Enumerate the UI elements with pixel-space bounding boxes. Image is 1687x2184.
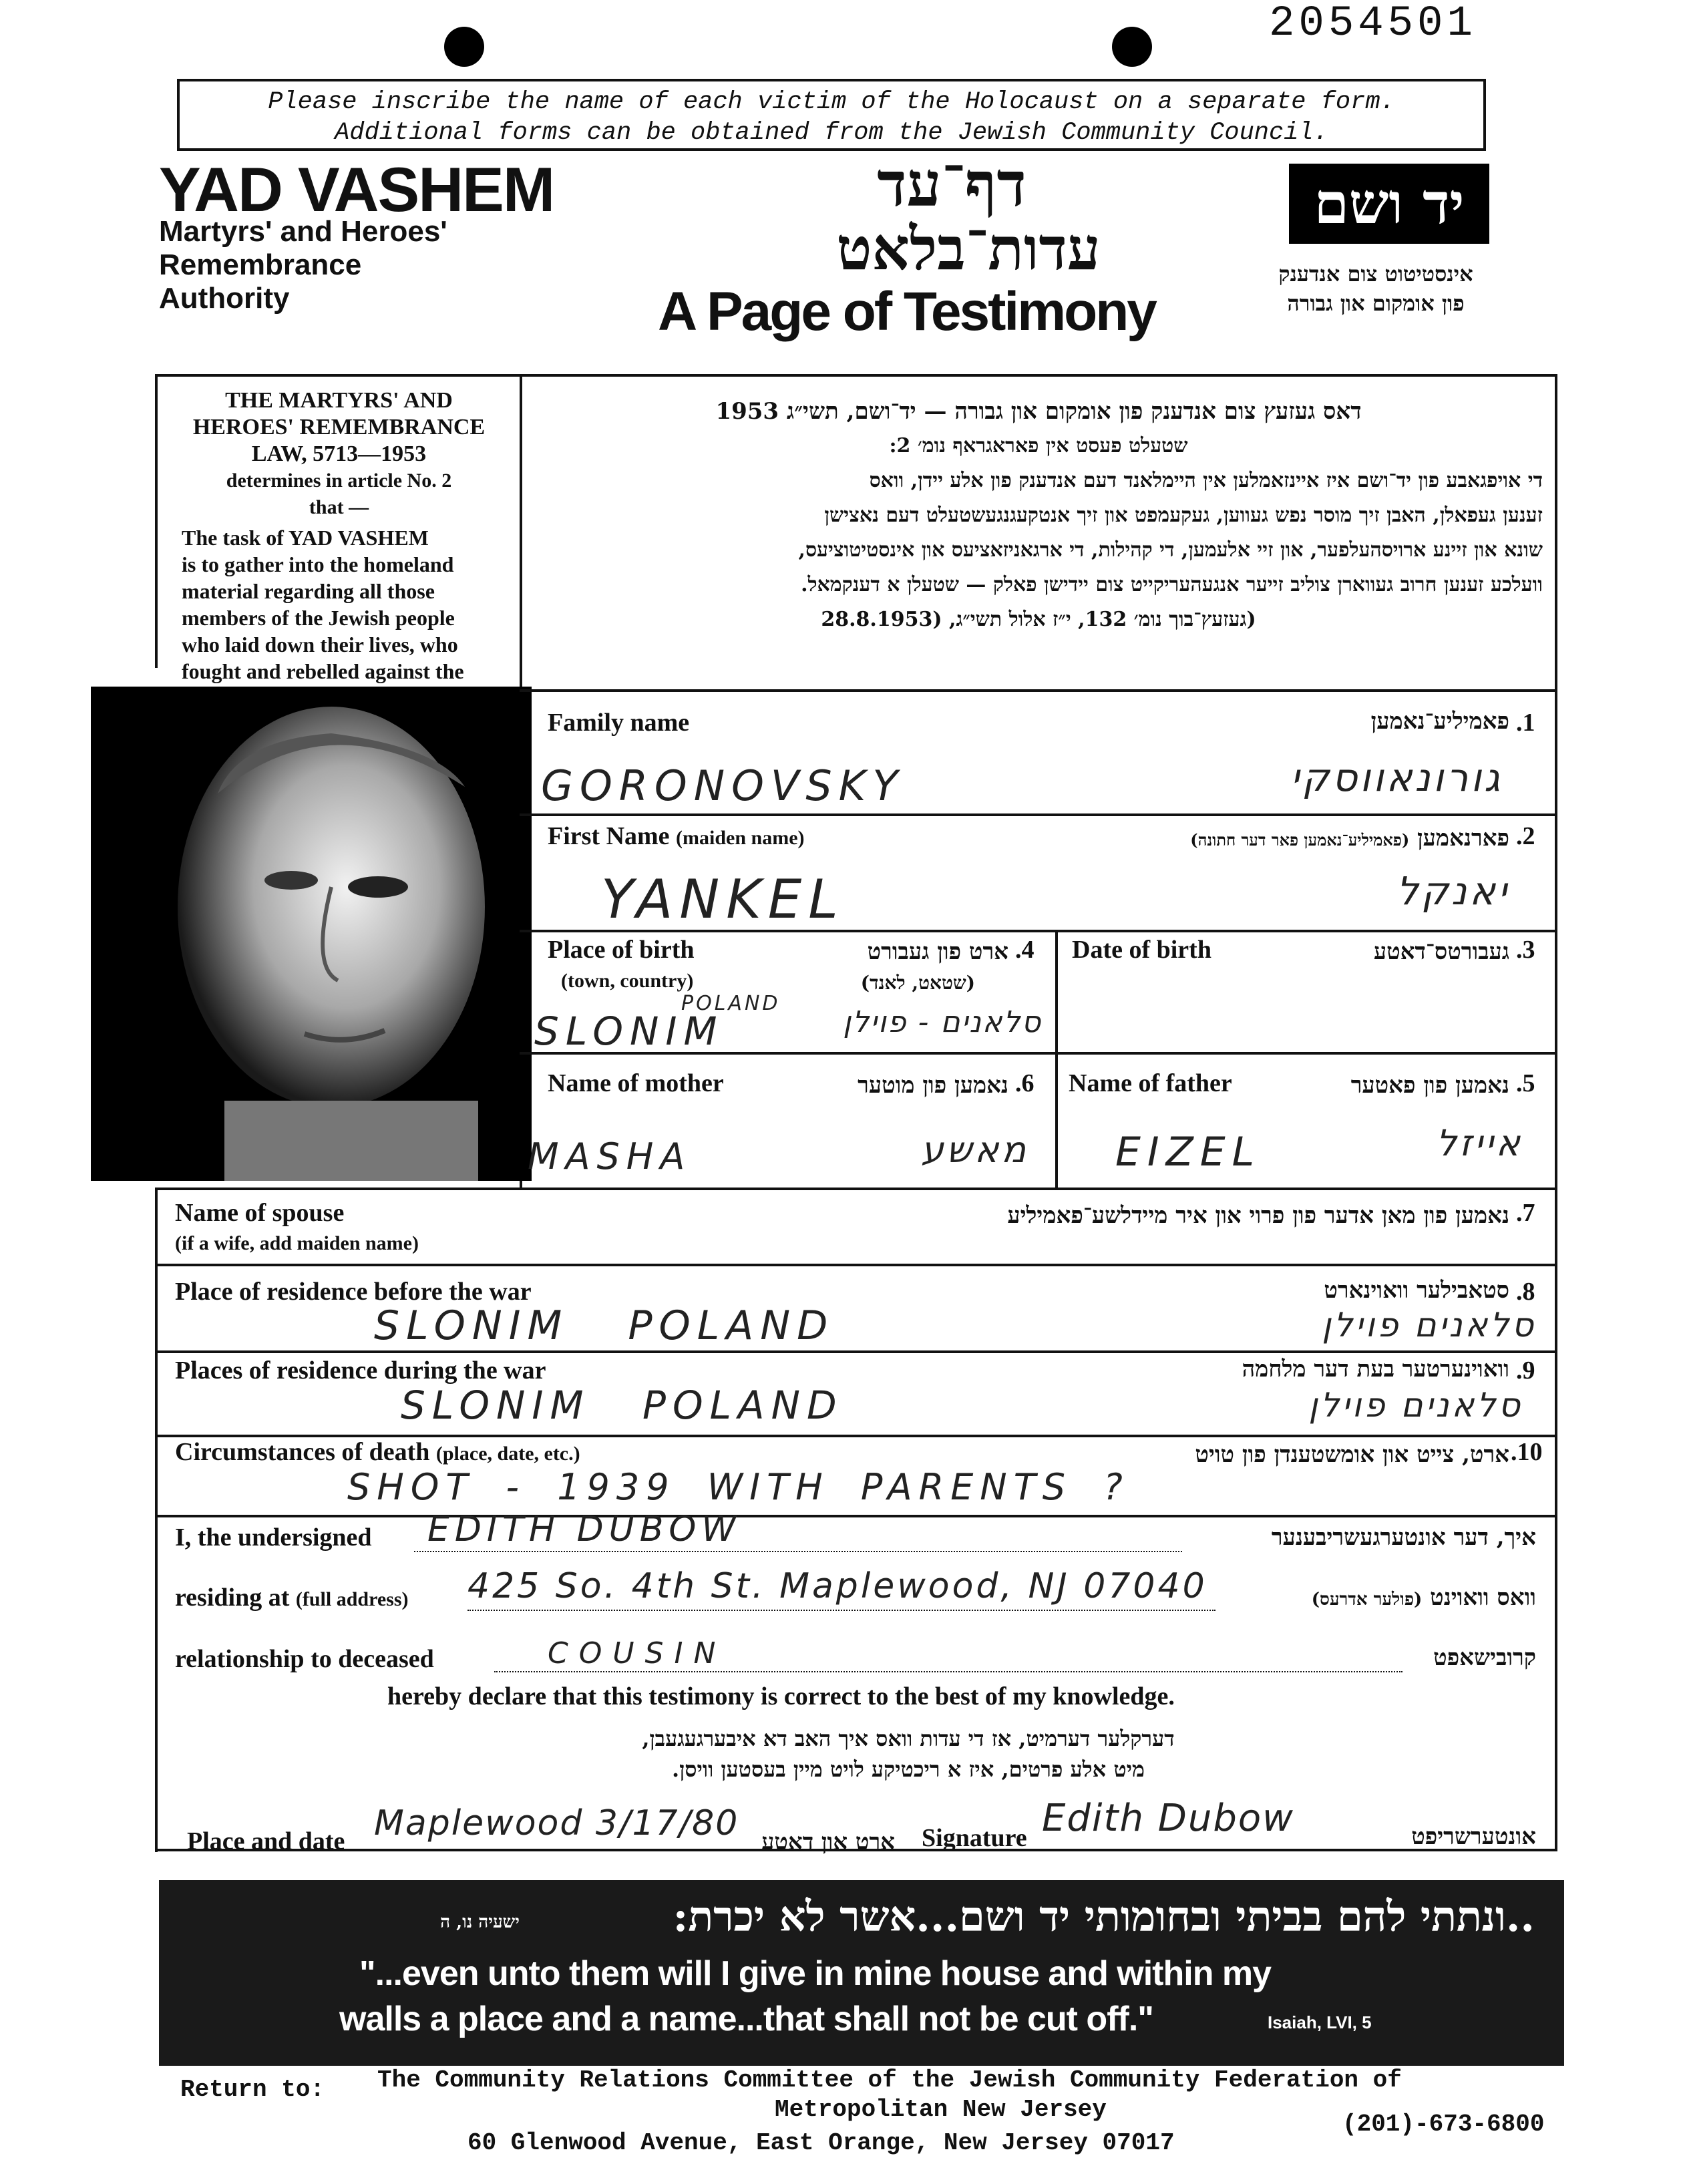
residing-label-text: residing at: [175, 1584, 290, 1612]
place-of-birth-label: Place of birth: [548, 936, 695, 964]
residing-yiddish-text: וואס וואוינט: [1430, 1584, 1536, 1611]
residence-before-war-yiddish-value[interactable]: סלאנים פוילן: [1322, 1306, 1536, 1344]
institute-text: [1256, 259, 1496, 318]
mother-name-value[interactable]: MASHA: [528, 1135, 692, 1177]
relationship-label: relationship to deceased: [175, 1645, 434, 1673]
law-box: [160, 387, 518, 521]
form-top-border: [155, 374, 1557, 377]
family-name-label: Family name: [548, 709, 690, 737]
law-line-6: The task of YAD VASHEM: [182, 526, 429, 550]
field-6-number: .6: [1015, 1069, 1035, 1097]
father-name-value[interactable]: EIZEL: [1115, 1129, 1262, 1175]
residing-yiddish-label: [1222, 1584, 1536, 1611]
form-right-border: [1555, 374, 1557, 1850]
residence-before-war-label: Place of residence before the war: [175, 1278, 532, 1306]
relationship-value[interactable]: COUSIN: [548, 1636, 727, 1670]
law-line-8: material regarding all those: [182, 579, 435, 603]
return-to-label: Return to:: [180, 2076, 325, 2103]
signature-yiddish-label: אונטערשריפט: [1411, 1823, 1536, 1850]
row-line-5: [155, 1188, 1557, 1190]
law-line-4: determines in article No. 2: [226, 470, 452, 492]
law-line-1: THE MARTYRS' AND: [225, 388, 453, 413]
yiddish-law-line-1: דאס געזעץ צום אנדענק פון אומקום און גבורה — יד־ושם, תשי״ג 1953: [715, 398, 1362, 425]
law-line-11: fought and rebelled against the: [182, 659, 464, 683]
yiddish-law-line-3: די אויפגאבע פון יד־ושם איז איינזאמלען אין היימלאנד דעם אנדענק פון אלע יידן, וואס: [869, 469, 1543, 492]
spouse-name-note: (if a wife, add maiden name): [175, 1232, 419, 1254]
notice-box: [177, 79, 1486, 151]
field-7-number: .7: [1516, 1199, 1535, 1227]
yiddish-law-line-5: שונא און זיינע ארויסהעלפער, און זיי אלעמען, די קהילות, די ארגאניזאציעס און אינסטיטוציעס,: [798, 538, 1543, 562]
declaration-yiddish: [401, 1723, 1416, 1785]
undersigned-label: I, the undersigned: [175, 1523, 372, 1552]
field-8-number: .8: [1516, 1278, 1535, 1306]
punch-hole-left: [444, 27, 484, 67]
law-line-2: HEROES' REMEMBRANCE: [192, 415, 486, 439]
spouse-name-yiddish-label: נאמען פון מאן אדער פון פרוי און איר מיידלשע־פאמיליע: [1007, 1202, 1509, 1229]
field-3-number: .3: [1516, 936, 1535, 964]
yiddish-law-line-2: שטעלט פעסט אין פאראגראף נומ׳ 2:: [889, 434, 1188, 458]
mother-name-yiddish-value[interactable]: מאשע: [921, 1129, 1028, 1171]
law-line-3: LAW, 5713—1953: [251, 441, 427, 466]
field-2-number: .2: [1516, 822, 1535, 850]
field-5-number: .5: [1516, 1069, 1535, 1097]
relationship-dotted-line: [494, 1671, 1402, 1674]
row-line-9: [155, 1515, 1557, 1517]
signature-label: Signature: [922, 1824, 1027, 1852]
undersigned-value[interactable]: EDITH DUBOW: [427, 1509, 741, 1550]
first-name-label-text: First Name: [548, 822, 670, 850]
residing-yiddish-note: (פולער אדרעס): [1311, 1590, 1423, 1610]
law-box-body: [182, 524, 516, 685]
place-date-yiddish-label: ארט און דאטע: [761, 1829, 895, 1855]
page-title: A Page of Testimony: [658, 281, 1155, 342]
date-of-birth-yiddish-label: געבורטס־דאטע: [1373, 938, 1509, 965]
residing-dotted-line: [467, 1610, 1215, 1612]
yiddish-law-line-4: זענען געפאלן, האבן זיך מוסר נפש געווען, געקעמפט און זיך אנטקעגנגעשטעלט דעם נאצישן: [824, 504, 1543, 527]
date-of-birth-label: Date of birth: [1072, 936, 1211, 964]
family-name-yiddish-value[interactable]: גורונאווסקי: [1290, 755, 1503, 800]
first-name-yiddish-value[interactable]: יאנקל: [1396, 868, 1509, 914]
signature-value[interactable]: Edith Dubow: [1042, 1797, 1294, 1840]
residing-label-note: (full address): [295, 1588, 409, 1610]
footer-line-1: The Community Relations Committee of the Jewish Community Federation of: [377, 2066, 1402, 2094]
institute-line-1: אינסטיטוט צום אנדענק: [1278, 261, 1473, 287]
place-date-label: Place and date: [187, 1827, 345, 1855]
footer-line-2: Metropolitan New Jersey: [775, 2096, 1107, 2123]
father-name-yiddish-label: נאמען פון פאטער: [1350, 1072, 1509, 1099]
mother-name-yiddish-label: נאמען פון מוטער: [858, 1072, 1008, 1099]
family-name-yiddish-label: פאמיליע־נאמען: [1370, 708, 1509, 735]
document-number: 2054501: [1269, 0, 1477, 48]
field-10-number: .10: [1511, 1438, 1543, 1466]
law-box-left-border: [155, 374, 158, 668]
banner-hebrew-ref: ישעיה נו, ה: [440, 1912, 520, 1932]
place-date-value[interactable]: Maplewood 3/17/80: [374, 1803, 739, 1843]
law-line-9: members of the Jewish people: [182, 606, 455, 630]
first-name-label: [548, 822, 805, 851]
yiddish-law-line-6: וועלכע זענען חרוב געווארן צוליב זייער אנגעהעריקייט צום יידישן פאלק — שטעלן א דענקמאל.: [801, 573, 1543, 596]
law-line-5: that —: [309, 496, 369, 518]
residence-during-war-label: Places of residence during the war: [175, 1356, 546, 1385]
footer-phone: (201)-673-6800: [1342, 2111, 1545, 2138]
yiddish-title-2: עדות־בלאט: [836, 214, 1101, 283]
yad-vashem-logo: יד ושם: [1289, 164, 1489, 244]
first-name-value[interactable]: YANKEL: [601, 868, 845, 930]
org-subtitle: [159, 215, 447, 315]
footer-line-3: 60 Glenwood Avenue, East Orange, New Jersey 07017: [467, 2129, 1175, 2157]
circumstances-label-note: (place, date, etc.): [435, 1443, 580, 1465]
spouse-name-label: Name of spouse: [175, 1199, 345, 1227]
undersigned-yiddish-label: איך, דער אונטערגעשריבענער: [1271, 1524, 1536, 1551]
first-name-yiddish-text: פארנאמען: [1417, 825, 1509, 852]
family-name-value[interactable]: GORONOVSKY: [541, 761, 905, 810]
yiddish-title-1: דף־עד: [877, 148, 1026, 220]
place-of-birth-note-value[interactable]: POLAND: [681, 992, 781, 1015]
residence-during-war-value[interactable]: SLONIM POLAND: [401, 1383, 844, 1428]
father-name-yiddish-value[interactable]: אייזל: [1436, 1122, 1523, 1164]
place-of-birth-yiddish-label: ארט פון געבורט: [867, 938, 1008, 965]
banner-hebrew: ..ונתתי להם בביתי ובחומותי יד ושם...אשר לא יכרת:: [673, 1892, 1535, 1941]
field-9-number: .9: [1516, 1356, 1535, 1385]
circumstances-value[interactable]: SHOT - 1939 WITH PARENTS ?: [347, 1466, 1129, 1508]
row-line-7: [155, 1350, 1557, 1353]
victim-photo: [91, 687, 532, 1181]
banner-line-1: "...even unto them will I give in mine house and within my: [359, 1954, 1272, 1993]
notice-line-1: Please inscribe the name of each victim of the Holocaust on a separate form.: [268, 88, 1395, 116]
residence-during-war-yiddish-label: וואוינערטער בעת דער מלחמה: [1242, 1356, 1509, 1383]
residence-before-war-value[interactable]: SLONIM POLAND: [374, 1302, 835, 1349]
banner-ref: Isaiah, LVI, 5: [1268, 2012, 1372, 2032]
declaration-yiddish-1: דערקלער דערמיט, אז די עדות וואס איך האב דא איבערגעגעבן,: [642, 1726, 1175, 1751]
circumstances-label: [175, 1437, 580, 1467]
law-line-10: who laid down their lives, who: [182, 632, 458, 657]
circumstances-yiddish-label: ארט, צייט און אומשטענדן פון טויט: [1195, 1441, 1509, 1468]
org-sub-3: Authority: [159, 282, 290, 315]
notice-line-2: Additional forms can be obtained from the Jewish Community Council.: [335, 119, 1328, 147]
portrait-image: [91, 687, 532, 1181]
relationship-yiddish-label: קרובישאפט: [1433, 1644, 1536, 1671]
father-name-label: Name of father: [1069, 1069, 1232, 1097]
institute-line-2: פון אומקום און גבורה: [1287, 291, 1465, 316]
residence-before-war-yiddish-label: סטאבילער וואוינארט: [1324, 1277, 1509, 1304]
punch-hole-right: [1112, 27, 1152, 67]
declaration-yiddish-2: מיט אלע פרטים, איז א ריכטיקע לויט מיין בעסטען וויסן.: [671, 1757, 1145, 1782]
lower-left-border: [155, 1188, 158, 1852]
row-line-2: [520, 813, 1555, 816]
circumstances-label-text: Circumstances of death: [175, 1438, 430, 1466]
residence-during-war-yiddish-value[interactable]: סלאנים פוילן: [1308, 1386, 1523, 1425]
field-1-number: .1: [1516, 709, 1535, 737]
place-of-birth-yiddish-note: (שטאט, לאנד): [860, 972, 975, 994]
declaration-text: hereby declare that this testimony is correct to the best of my knowledge.: [387, 1682, 1175, 1710]
first-name-yiddish-note: (פאמיליע־נאמען פאר דער חתונה): [1190, 830, 1410, 850]
place-of-birth-note: (town, country): [561, 970, 694, 992]
undersigned-dotted-line: [414, 1551, 1182, 1554]
scripture-banner: [159, 1880, 1564, 2066]
yiddish-law-text: [534, 394, 1543, 637]
residing-label: [175, 1583, 409, 1612]
residing-value[interactable]: 425 So. 4th St. Maplewood, NJ 07040: [467, 1566, 1207, 1606]
org-title: YAD VASHEM: [159, 154, 554, 224]
row-line-1: [520, 689, 1555, 692]
field-4-number: .4: [1015, 936, 1035, 964]
place-of-birth-yiddish-value[interactable]: סלאנים - פוילן: [843, 1005, 1042, 1039]
first-name-yiddish-label: [1002, 825, 1509, 852]
col-divider: [1055, 930, 1058, 1189]
mother-name-label: Name of mother: [548, 1069, 724, 1097]
place-of-birth-value[interactable]: SLONIM: [534, 1009, 724, 1054]
row-line-6: [155, 1264, 1557, 1266]
first-name-label-note: (maiden name): [676, 827, 805, 849]
yiddish-law-line-7: (געזעץ־בוך נומ׳ 132, י״ז אלול תשי״ג, (28.8.1953: [821, 608, 1256, 631]
org-sub-1: Martyrs' and Heroes': [159, 215, 447, 248]
banner-line-2: walls a place and a name...that shall not be cut off.": [339, 2000, 1153, 2038]
law-line-7: is to gather into the homeland: [182, 552, 454, 576]
org-sub-2: Remembrance: [159, 248, 362, 281]
